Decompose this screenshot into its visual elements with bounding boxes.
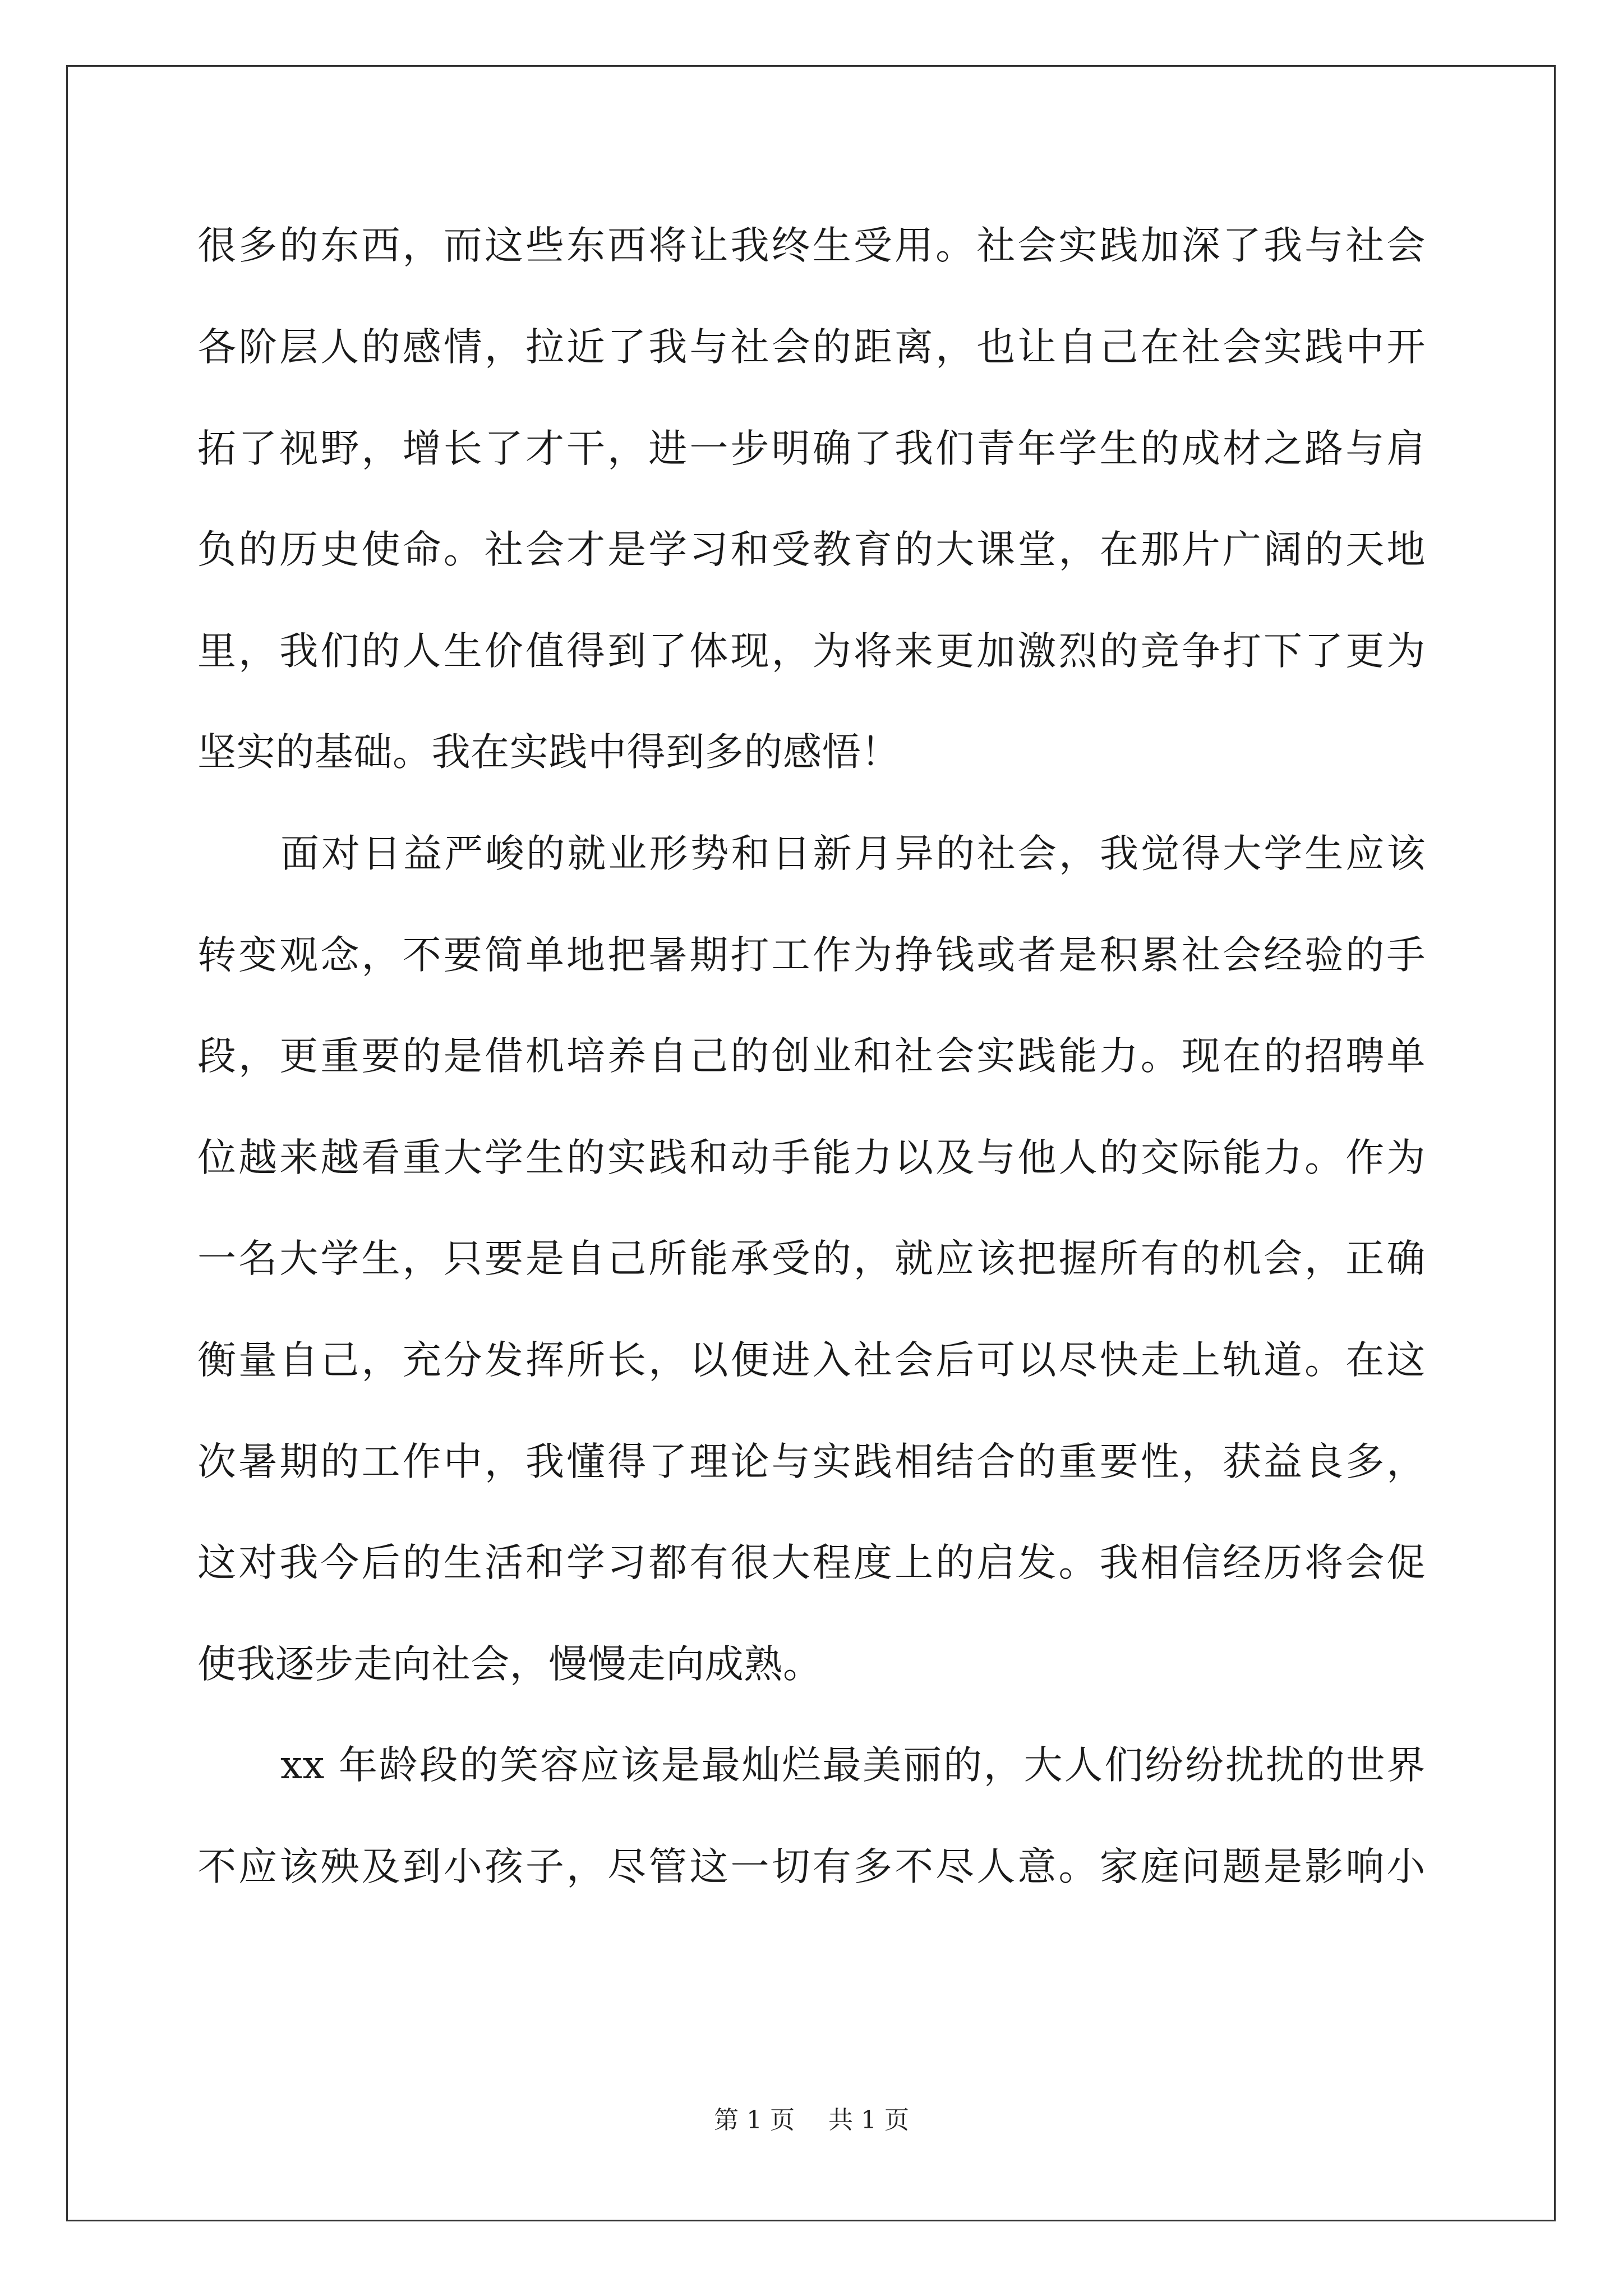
page-footer bbox=[0, 2101, 1623, 2140]
text-line: 位越来越看重大学生的实践和动手能力以及与他人的交际能力。作为 bbox=[197, 1135, 1426, 1180]
page-number: 第 1 页 bbox=[714, 2106, 795, 2134]
text-line: 里，我们的人生价值得到了体现，为将来更加激烈的竞争打下了更为 bbox=[197, 629, 1426, 674]
text-line: 坚实的基础。我在实践中得到多的感悟！ bbox=[197, 730, 900, 775]
text-line: 衡量自己，充分发挥所长，以便进入社会后可以尽快走上轨道。在这 bbox=[197, 1338, 1426, 1383]
text-line: 很多的东西，而这些东西将让我终生受用。社会实践加深了我与社会 bbox=[197, 223, 1426, 268]
text-line: 这对我今后的生活和学习都有很大程度上的启发。我相信经历将会促 bbox=[197, 1540, 1426, 1585]
text-line: 不应该殃及到小孩子，尽管这一切有多不尽人意。家庭问题是影响小 bbox=[197, 1844, 1426, 1889]
text-line: 次暑期的工作中，我懂得了理论与实践相结合的重要性，获益良多， bbox=[197, 1439, 1426, 1484]
paragraph-start-line: 面对日益严峻的就业形势和日新月异的社会，我觉得大学生应该 bbox=[280, 831, 1426, 876]
text-line: 负的历史使命。社会才是学习和受教育的大课堂，在那片广阔的天地 bbox=[197, 527, 1426, 572]
text-line: 一名大学生，只要是自己所能承受的，就应该把握所有的机会，正确 bbox=[197, 1236, 1426, 1281]
text-line: 各阶层人的感情，拉近了我与社会的距离，也让自己在社会实践中开 bbox=[197, 325, 1426, 370]
paragraph-start-line: xx 年龄段的笑容应该是最灿烂最美丽的，大人们纷纷扰扰的世界 bbox=[280, 1743, 1426, 1788]
text-line: 使我逐步走向社会，慢慢走向成熟。 bbox=[197, 1642, 822, 1687]
text-line: 转变观念，不要简单地把暑期打工作为挣钱或者是积累社会经验的手 bbox=[197, 933, 1426, 978]
text-line: 拓了视野，增长了才干，进一步明确了我们青年学生的成材之路与肩 bbox=[197, 426, 1426, 471]
page-total: 共 1 页 bbox=[828, 2106, 909, 2134]
text-line: 段，更重要的是借机培养自己的创业和社会实践能力。现在的招聘单 bbox=[197, 1034, 1426, 1079]
